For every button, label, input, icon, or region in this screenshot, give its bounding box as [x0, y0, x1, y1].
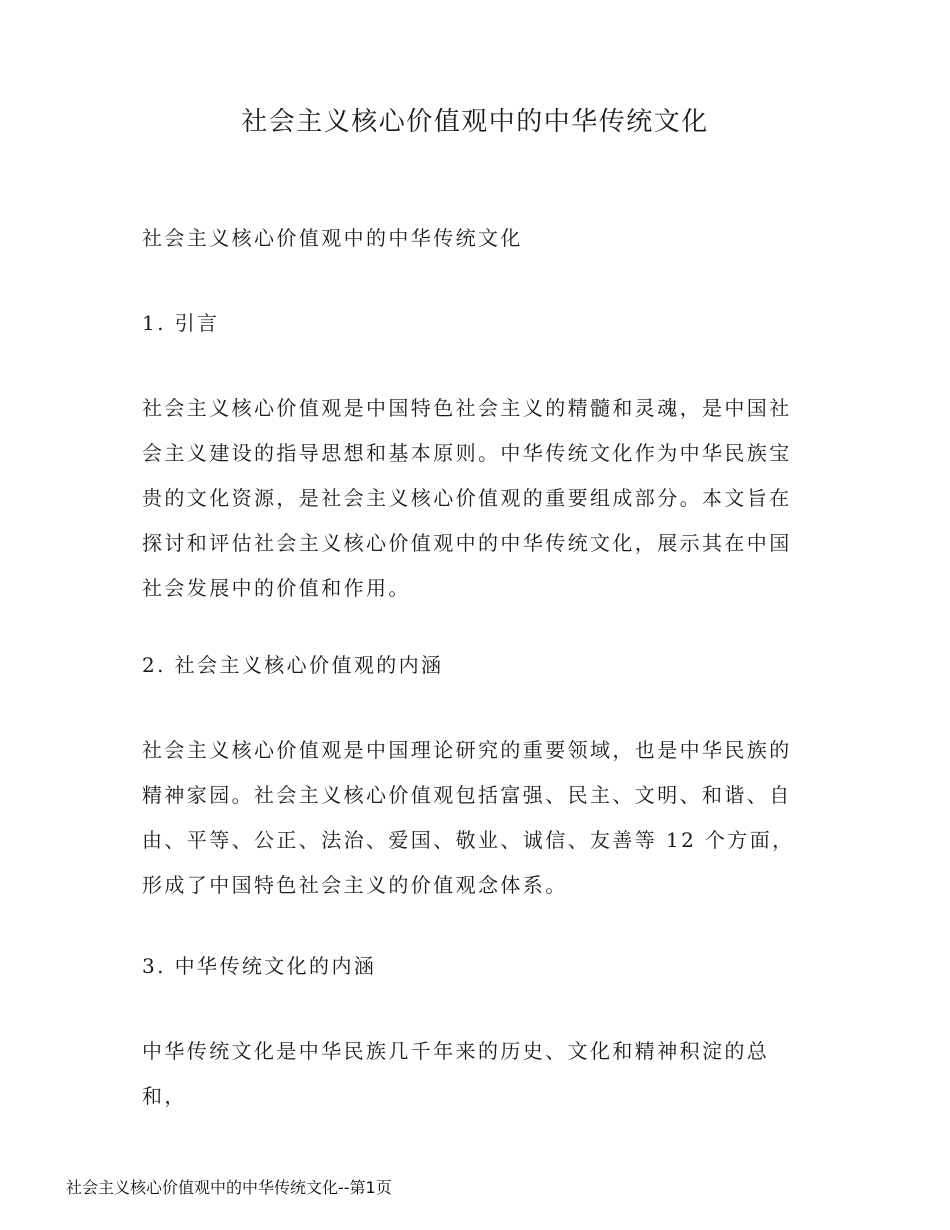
document-subtitle: 社会主义核心价值观中的中华传统文化	[142, 226, 523, 250]
section-paragraph-core-values: 社会主义核心价值观是中国理论研究的重要领域，也是中华民族的精神家园。社会主义核心价值观包括富强、民主、文明、和谐、自由、平等、公正、法治、爱国、敬业、诚信、友善等 12 个方面，形成了中国特色社会主义的价值观念体系。	[142, 738, 795, 897]
section-heading-core-values: 2. 社会主义核心价值观的内涵	[142, 653, 444, 677]
section-paragraph-traditional-culture: 中华传统文化是中华民族几千年来的历史、文化和精神积淀的总和，	[142, 1039, 770, 1108]
section-heading-introduction: 1. 引言	[142, 311, 220, 335]
section-heading-traditional-culture: 3. 中华传统文化的内涵	[142, 954, 377, 978]
section-paragraph-introduction: 社会主义核心价值观是中国特色社会主义的精髓和灵魂，是中国社会主义建设的指导思想和基本原则。中华传统文化作为中华民族宝贵的文化资源，是社会主义核心价值观的重要组成部分。本文旨在探讨和评估社会主义核心价值观中的中华传统文化，展示其在中国社会发展中的价值和作用。	[142, 396, 792, 600]
page-footer: 社会主义核心价值观中的中华传统文化--第1页	[66, 1178, 392, 1197]
document-title: 社会主义核心价值观中的中华传统文化	[241, 107, 709, 137]
